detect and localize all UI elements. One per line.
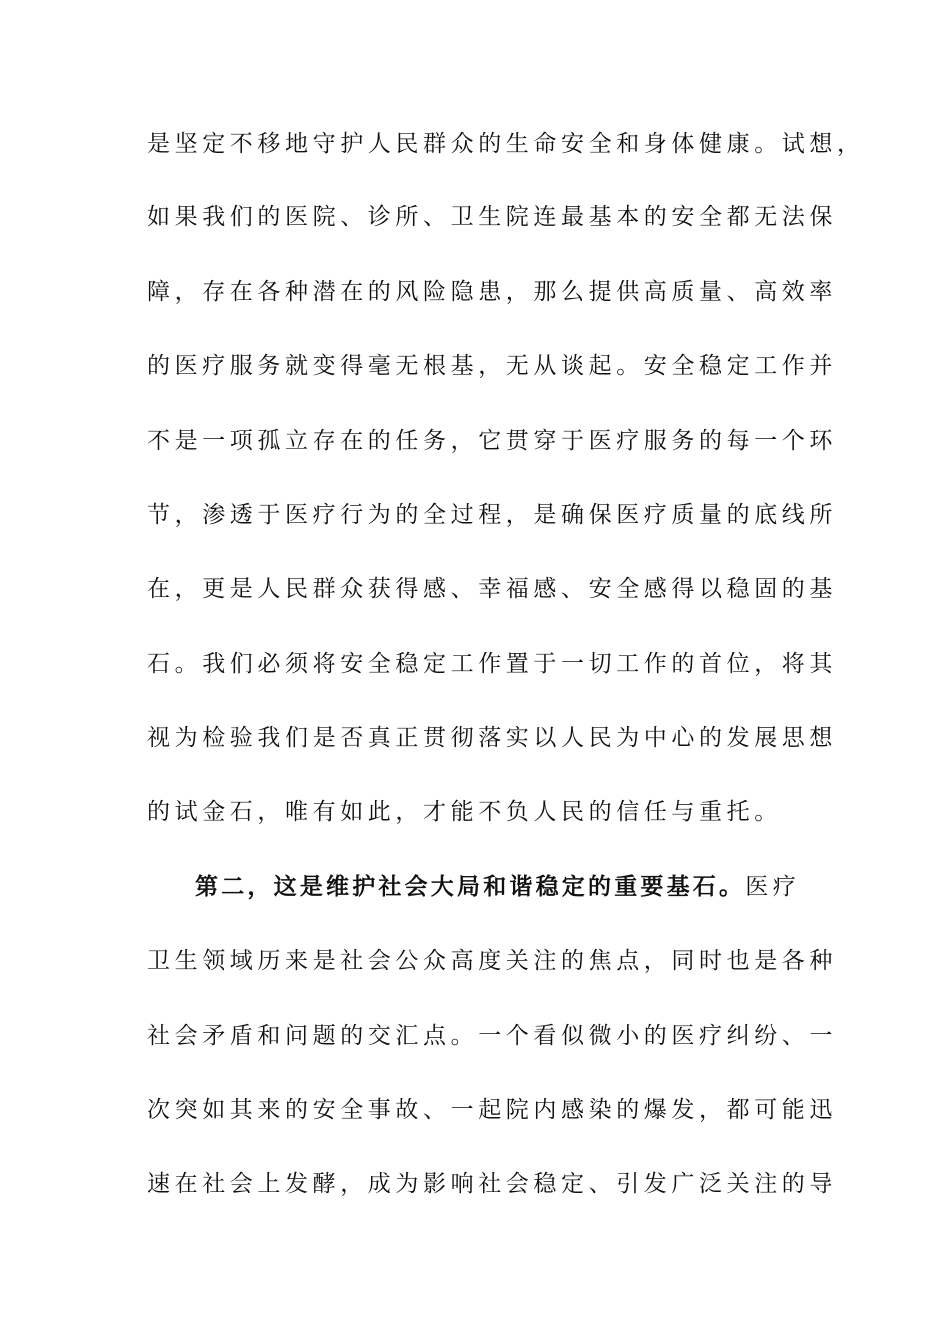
paragraph-line: 障，存在各种潜在的风险隐患，那么提供高质量、高效率 [147,279,837,305]
paragraph-line: 次突如其来的安全事故、一起院内感染的爆发，都可能迅 [147,1097,837,1123]
paragraph-line: 如果我们的医院、诊所、卫生院连最基本的安全都无法保 [147,204,837,230]
paragraph-line: 不是一项孤立存在的任务，它贯穿于医疗服务的每一个环 [147,428,837,454]
paragraph-line: 在，更是人民群众获得感、幸福感、安全感得以稳固的基 [147,576,837,602]
paragraph-line: 的试金石，唯有如此，才能不负人民的信任与重托。 [147,799,782,825]
paragraph-2-first-line [195,867,807,907]
paragraph-line: 速在社会上发酵，成为影响社会稳定、引发广泛关注的导 [147,1171,837,1197]
paragraph-line: 石。我们必须将安全稳定工作置于一切工作的首位，将其 [147,651,837,677]
paragraph-line: 卫生领域历来是社会公众高度关注的焦点，同时也是各种 [147,948,837,974]
paragraph-line: 社会矛盾和问题的交汇点。一个看似微小的医疗纠纷、一 [147,1023,837,1049]
paragraph-line: 视为检验我们是否真正贯彻落实以人民为中心的发展思想 [147,725,837,751]
paragraph-line: 节，渗透于医疗行为的全过程，是确保医疗质量的底线所 [147,502,837,528]
paragraph-heading: 第二，这是维护社会大局和谐稳定的重要基石。 [195,873,746,900]
paragraph-line: 是坚定不移地守护人民群众的生命安全和身体健康。试想， [147,131,865,157]
paragraph-line: 的医疗服务就变得毫无根基，无从谈起。安全稳定工作并 [147,353,837,379]
paragraph-text: 医疗 [745,874,801,900]
